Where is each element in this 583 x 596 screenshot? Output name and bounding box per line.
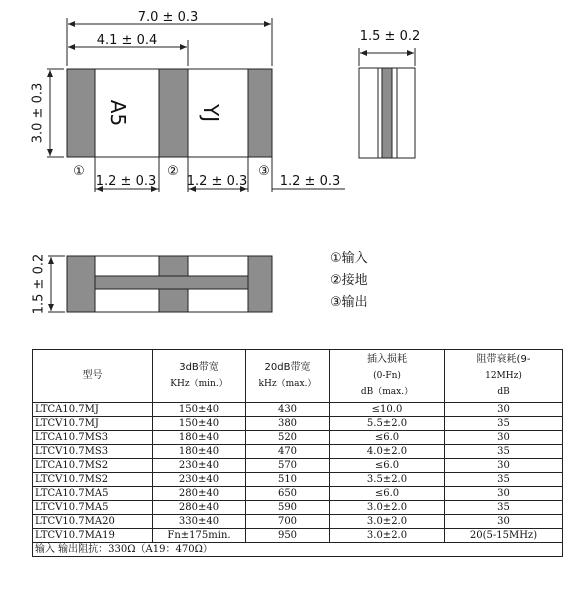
table-row: LTCA10.7MS3 180±40 520 ≤6.0 30: [33, 431, 563, 445]
table-row: LTCA10.7MJ 150±40 430 ≤10.0 30: [33, 403, 563, 417]
table-row: LTCV10.7MA19 Fn±175min. 950 3.0±2.0 20(5-15MHz): [33, 529, 563, 543]
legend-output: ③输出: [330, 295, 368, 310]
table-row: LTCV10.7MA20 330±40 700 3.0±2.0 30: [33, 515, 563, 529]
header-insertion-loss: 插入损耗 (0-Fn) dB（max.）: [330, 350, 445, 403]
marking-right: YJ: [199, 103, 223, 123]
marking-left: A5: [106, 99, 130, 127]
legend-ground: ②接地: [330, 273, 368, 288]
top-view: [67, 69, 272, 157]
table-row: LTCA10.7MA5 280±40 650 ≤6.0 30: [33, 487, 563, 501]
spec-table: [32, 349, 563, 557]
terminal-1: [67, 69, 95, 157]
dim-terminal-width-1: 1.2 ± 0.3: [95, 174, 157, 189]
dim-side-width: 1.5 ± 0.2: [359, 29, 421, 44]
legend-input: ①输入: [330, 251, 368, 266]
dim-height-lines: [47, 69, 64, 157]
header-model: 型号: [33, 350, 153, 403]
table-header-row: [33, 350, 563, 403]
pin-2-label: ②: [167, 164, 179, 179]
dim-terminal-width-2: 1.2 ± 0.3: [186, 174, 248, 189]
header-20db-bandwidth: 20dB带宽 kHz（max.）: [246, 350, 330, 403]
table-footnote-row: [33, 543, 563, 557]
header-3db-bandwidth: 3dB带宽 KHz（min.）: [153, 350, 246, 403]
pin-3-label: ③: [258, 164, 270, 179]
bottom-view: [48, 256, 272, 312]
terminal-3: [248, 69, 272, 157]
table-row: LTCV10.7MJ 150±40 380 5.5±2.0 35: [33, 417, 563, 431]
dim-terminal-width-3: 1.2 ± 0.3: [279, 174, 341, 189]
dim-total-length: 7.0 ± 0.3: [137, 10, 199, 25]
dim-height: 3.0 ± 0.3: [30, 82, 46, 144]
dim-bottom-height: 1.5 ± 0.2: [31, 253, 47, 315]
dim-left-offset: 4.1 ± 0.4: [96, 33, 158, 48]
table-row: LTCV10.7MS2 230±40 510 3.5±2.0 35: [33, 473, 563, 487]
table-row: LTCV10.7MS3 180±40 470 4.0±2.0 35: [33, 445, 563, 459]
header-stopband-attenuation: 阻带衰耗(9- 12MHz) dB: [445, 350, 563, 403]
pin-1-label: ①: [73, 164, 85, 179]
table-row: LTCA10.7MS2 230±40 570 ≤6.0 30: [33, 459, 563, 473]
table-row: LTCV10.7MA5 280±40 590 3.0±2.0 35: [33, 501, 563, 515]
terminal-2: [159, 69, 188, 157]
impedance-note: 输入 输出阻抗：330Ω（A19：470Ω）: [33, 543, 563, 557]
side-view: [359, 48, 415, 158]
